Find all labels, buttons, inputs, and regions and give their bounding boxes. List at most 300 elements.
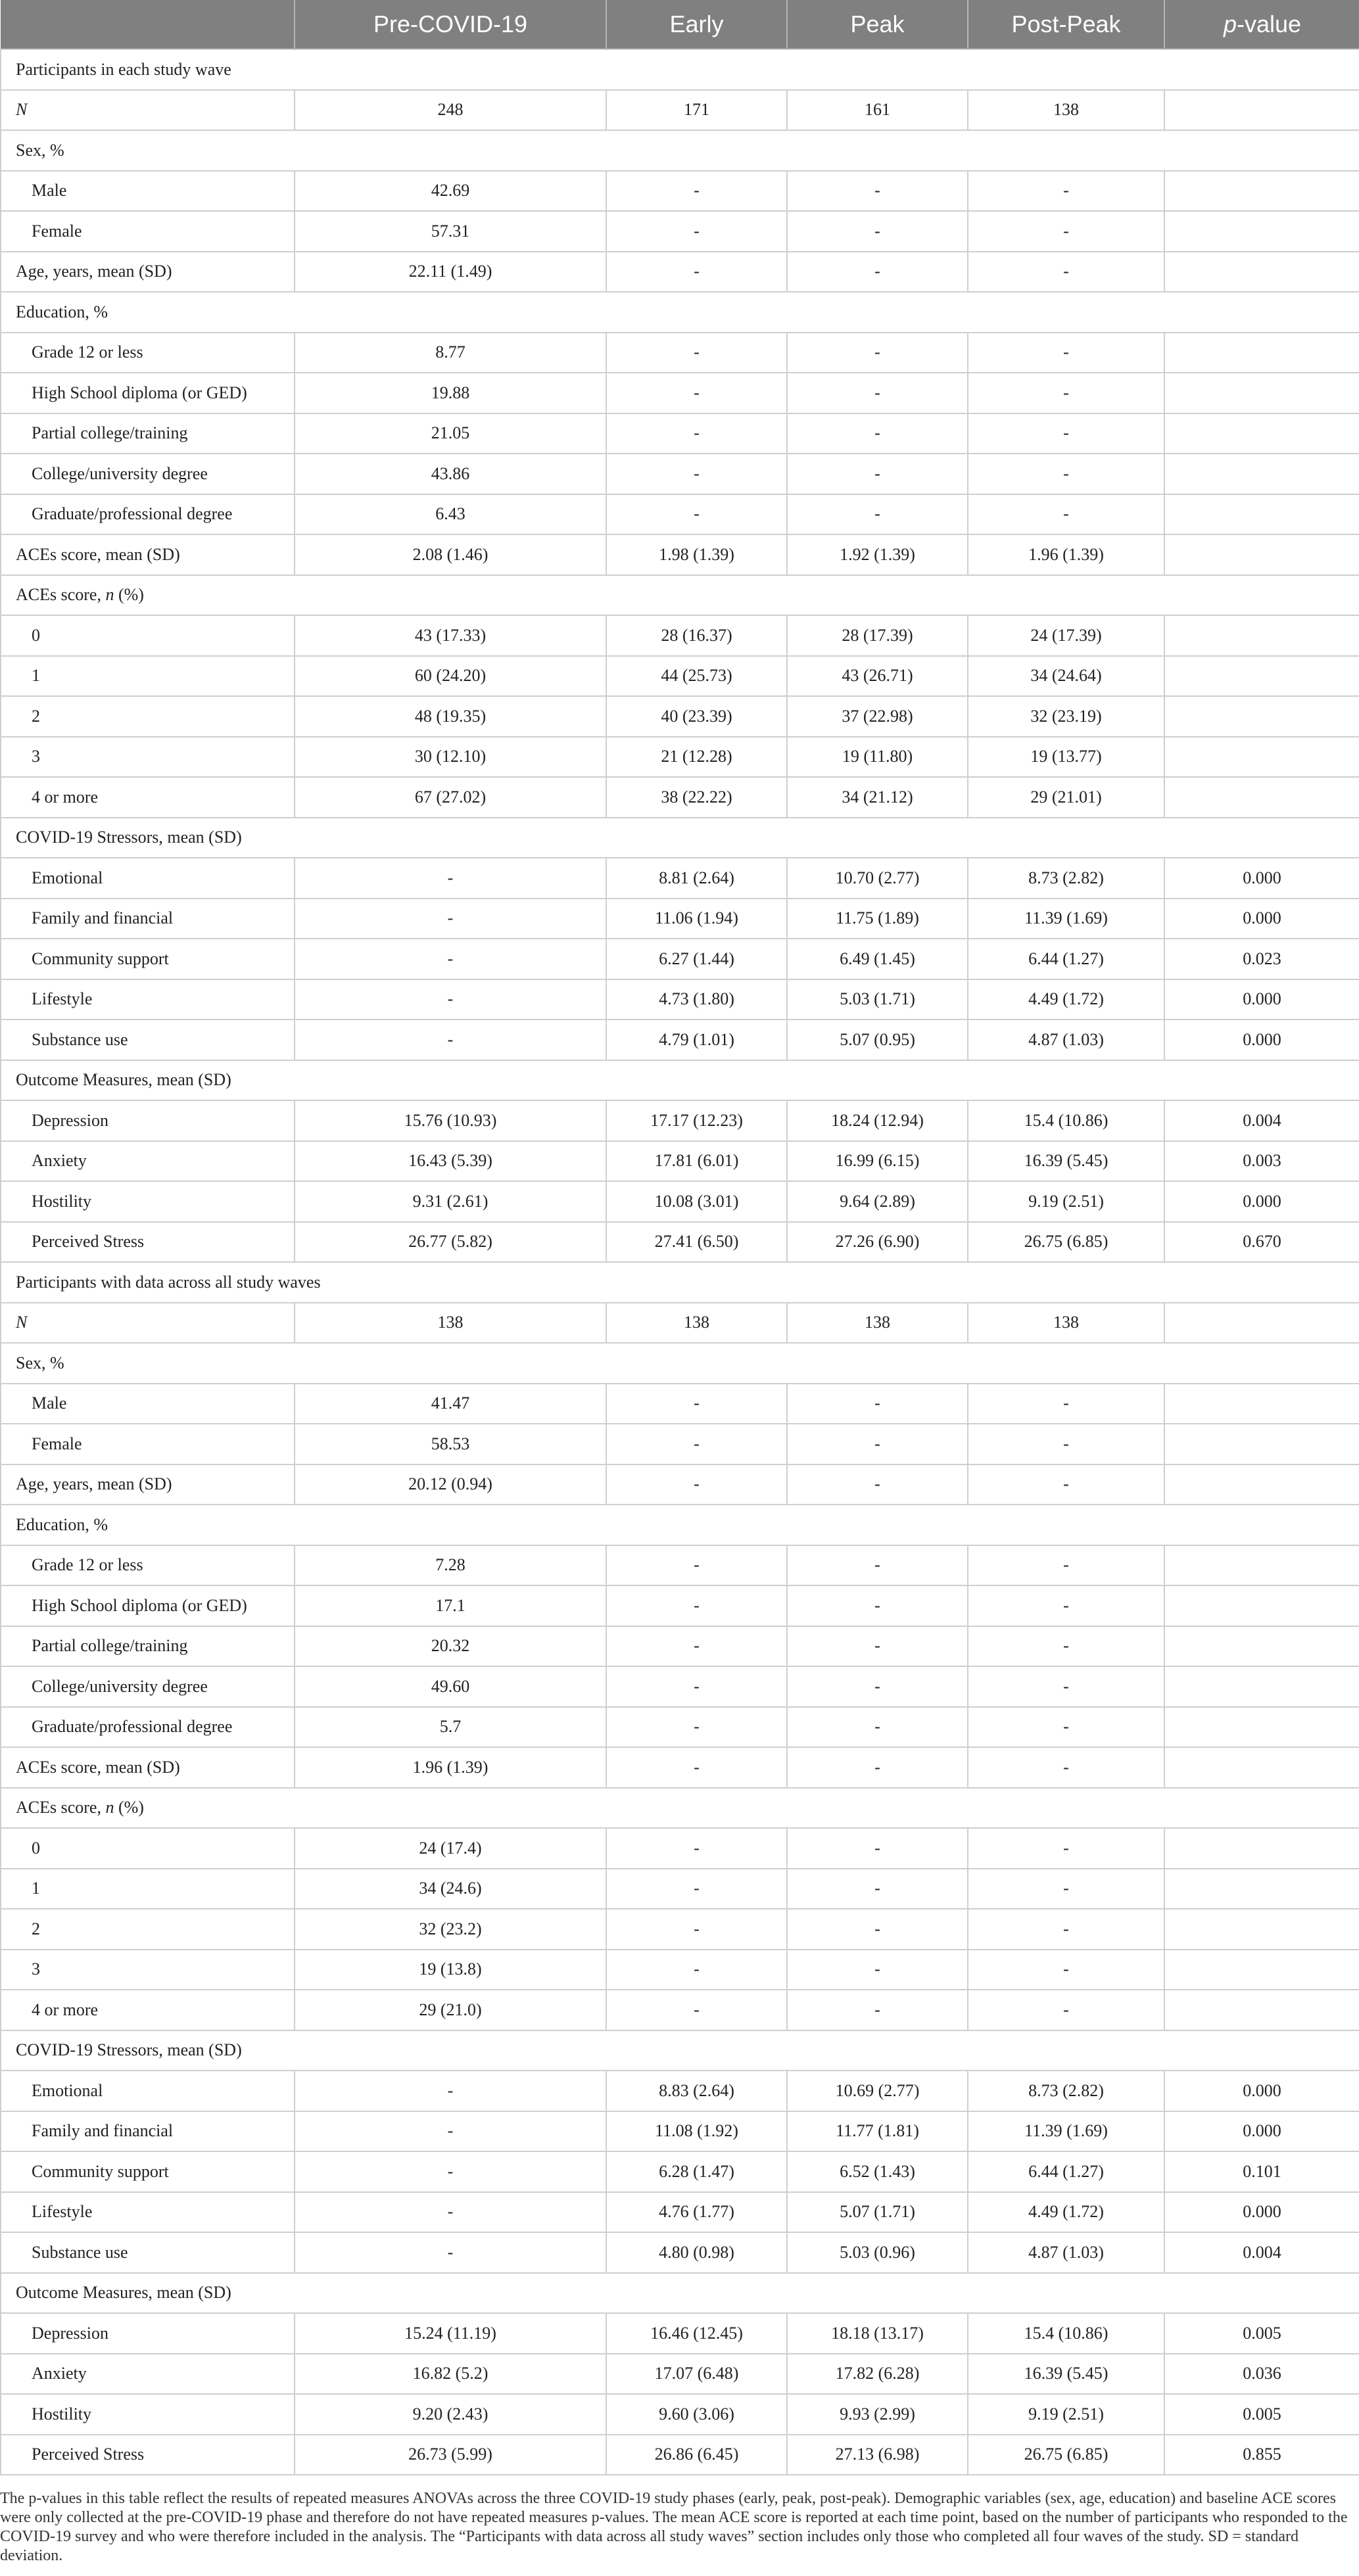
table-row [1,171,1359,212]
cell-early: 38 (22.22) [606,777,787,818]
section-row [1,1060,1359,1101]
cell-early: - [606,1545,787,1586]
row-label: Male [1,1384,295,1424]
cell-pre-covid: 26.77 (5.82) [295,1222,606,1263]
cell-p-value: 0.101 [1164,2151,1359,2192]
cell-post-peak: - [968,1869,1164,1909]
cell-pre-covid: 248 [295,90,606,131]
cell-peak: 6.49 (1.45) [787,939,968,979]
table-row [1,252,1359,293]
cell-p-value [1164,1707,1359,1748]
table-row [1,1666,1359,1707]
cell-p-value [1164,494,1359,535]
cell-early: 17.07 (6.48) [606,2354,787,2395]
cell-post-peak: 8.73 (2.82) [968,2071,1164,2111]
table-row [1,1019,1359,1060]
cell-post-peak: - [968,1626,1164,1667]
cell-early: 21 (12.28) [606,737,787,778]
cell-p-value: 0.005 [1164,2313,1359,2354]
cell-peak: - [787,1869,968,1909]
cell-early: 28 (16.37) [606,615,787,656]
cell-peak: 16.99 (6.15) [787,1141,968,1182]
table-row [1,777,1359,818]
section-label-text: Participants in each study wave [16,59,231,79]
cell-post-peak: - [968,211,1164,252]
row-label: Partial college/training [1,1626,295,1667]
cell-peak: - [787,252,968,293]
table-row [1,1950,1359,1990]
cell-pre-covid: 58.53 [295,1424,606,1464]
cell-peak: - [787,171,968,212]
cell-post-peak: 16.39 (5.45) [968,1141,1164,1182]
footnote-text: The p-values in this table reflect the results of repeated measures ANOVAs across the three COVID-19 study phases (early, peak, post-peak). Demographic variables (sex, age, education) and baseline ACE scores were only collected at the pre-COVID-19 phase and therefore do not have repeated measures p-values. The mean ACE score is reported at each time point, based on the number of participants who responded to the COVID-19 survey and who were therefore included in the analysis. The “Participants with data across all study waves” section includes only those who completed all four waves of the study. SD = standard deviation. [0,2490,1348,2564]
cell-pre-covid: 17.1 [295,1585,606,1626]
row-label: 2 [1,696,295,737]
cell-pre-covid: 42.69 [295,171,606,212]
cell-p-value [1164,1828,1359,1869]
section-row [1,2030,1359,2071]
row-label: ACEs score, mean (SD) [1,1747,295,1788]
section-row [1,1262,1359,1303]
row-label: High School diploma (or GED) [1,373,295,413]
section-row [1,1788,1359,1829]
cell-peak: 10.69 (2.77) [787,2071,968,2111]
cell-post-peak: 9.19 (2.51) [968,2394,1164,2435]
cell-early: - [606,211,787,252]
cell-post-peak: 15.4 (10.86) [968,1100,1164,1141]
row-label: Perceived Stress [1,2435,295,2475]
cell-peak: - [787,211,968,252]
cell-early: 11.08 (1.92) [606,2111,787,2152]
row-label: Hostility [1,2394,295,2435]
cell-pre-covid: 20.12 (0.94) [295,1464,606,1505]
table-header [1,0,1359,49]
table-row [1,1545,1359,1586]
cell-early: 1.98 (1.39) [606,534,787,575]
header-peak: Peak [787,0,968,49]
cell-pre-covid: 30 (12.10) [295,737,606,778]
cell-peak: - [787,1424,968,1464]
cell-peak: - [787,1828,968,1869]
cell-peak: 10.70 (2.77) [787,858,968,899]
cell-p-value [1164,1990,1359,2030]
cell-p-value [1164,1303,1359,1344]
cell-peak: 27.13 (6.98) [787,2435,968,2475]
section-label-italic: n [105,585,114,605]
cell-p-value [1164,1950,1359,1990]
cell-peak: - [787,1950,968,1990]
section-row [1,575,1359,616]
cell-peak: 1.92 (1.39) [787,534,968,575]
cell-pre-covid: 16.82 (5.2) [295,2354,606,2395]
section-label-tail: (%) [114,1798,144,1817]
cell-early: 4.80 (0.98) [606,2232,787,2273]
cell-early: - [606,454,787,494]
cell-post-peak: 29 (21.01) [968,777,1164,818]
row-label: Age, years, mean (SD) [1,1464,295,1505]
row-label: Anxiety [1,1141,295,1182]
cell-pre-covid: 9.31 (2.61) [295,1181,606,1222]
section-label-text: Education, % [16,1514,108,1534]
section-label-text: Education, % [16,302,108,321]
cell-post-peak: - [968,1990,1164,2030]
cell-post-peak: - [968,252,1164,293]
section-label-text: Participants with data across all study waves [16,1272,321,1292]
header-post-peak: Post-Peak [968,0,1164,49]
cell-post-peak: - [968,494,1164,535]
cell-early: - [606,413,787,454]
row-label: College/university degree [1,1666,295,1707]
cell-pre-covid: 32 (23.2) [295,1909,606,1950]
cell-pre-covid: 15.76 (10.93) [295,1100,606,1141]
cell-pre-covid: 43 (17.33) [295,615,606,656]
table-row [1,696,1359,737]
cell-pre-covid: 8.77 [295,333,606,373]
cell-peak: 9.64 (2.89) [787,1181,968,1222]
table-row [1,656,1359,697]
cell-pre-covid: 9.20 (2.43) [295,2394,606,2435]
cell-pre-covid: - [295,2071,606,2111]
cell-post-peak: - [968,1666,1164,1707]
cell-post-peak: 138 [968,1303,1164,1344]
section-label [1,130,1359,171]
row-label: Substance use [1,1019,295,1060]
cell-peak: 11.75 (1.89) [787,899,968,939]
cell-post-peak: 26.75 (6.85) [968,1222,1164,1263]
cell-peak: - [787,413,968,454]
cell-peak: - [787,1909,968,1950]
cell-peak: 5.03 (1.71) [787,979,968,1020]
row-label: Family and financial [1,2111,295,2152]
table-row [1,1909,1359,1950]
cell-early: 138 [606,1303,787,1344]
table-row [1,2192,1359,2233]
row-label: Family and financial [1,899,295,939]
cell-p-value: 0.003 [1164,1141,1359,1182]
cell-post-peak: - [968,1384,1164,1424]
cell-peak: 34 (21.12) [787,777,968,818]
table-row [1,2394,1359,2435]
row-label: Community support [1,939,295,979]
cell-peak: 11.77 (1.81) [787,2111,968,2152]
section-label [1,1262,1359,1303]
section-label-text: Outcome Measures, mean (SD) [16,2283,231,2303]
row-label: Age, years, mean (SD) [1,252,295,293]
table-row [1,333,1359,373]
cell-peak: 19 (11.80) [787,737,968,778]
cell-post-peak: - [968,333,1164,373]
cell-post-peak: 1.96 (1.39) [968,534,1164,575]
row-label: ACEs score, mean (SD) [1,534,295,575]
cell-early: - [606,1424,787,1464]
cell-peak: 43 (26.71) [787,656,968,697]
cell-pre-covid: - [295,979,606,1020]
cell-p-value: 0.036 [1164,2354,1359,2395]
cell-p-value [1164,777,1359,818]
row-label: 1 [1,656,295,697]
cell-early: 4.79 (1.01) [606,1019,787,1060]
table-row [1,454,1359,494]
cell-pre-covid: 29 (21.0) [295,1990,606,2030]
table-row [1,1222,1359,1263]
cell-early: - [606,171,787,212]
table-row [1,2313,1359,2354]
cell-p-value [1164,656,1359,697]
cell-early: - [606,1666,787,1707]
table-row [1,1869,1359,1909]
cell-peak: - [787,1626,968,1667]
cell-pre-covid: - [295,2192,606,2233]
cell-pre-covid: 7.28 [295,1545,606,1586]
cell-pre-covid: 34 (24.6) [295,1869,606,1909]
row-label: Grade 12 or less [1,1545,295,1586]
cell-peak: 5.07 (1.71) [787,2192,968,2233]
cell-pre-covid: 5.7 [295,1707,606,1748]
cell-peak: 37 (22.98) [787,696,968,737]
cell-early: - [606,1909,787,1950]
cell-p-value [1164,1909,1359,1950]
table-row [1,1828,1359,1869]
cell-pre-covid: 22.11 (1.49) [295,252,606,293]
section-label-text: Outcome Measures, mean (SD) [16,1070,231,1090]
cell-p-value [1164,90,1359,131]
cell-p-value: 0.000 [1164,1019,1359,1060]
cell-peak: - [787,333,968,373]
table-row [1,1303,1359,1344]
cell-p-value [1164,333,1359,373]
cell-post-peak: - [968,171,1164,212]
cell-early: - [606,252,787,293]
row-label: 4 or more [1,777,295,818]
row-label: Emotional [1,2071,295,2111]
table-footnote [0,2489,1354,2565]
table-row [1,1424,1359,1464]
section-label-text: Sex, % [16,140,64,160]
table-row [1,1464,1359,1505]
cell-post-peak: 19 (13.77) [968,737,1164,778]
section-label [1,1788,1359,1829]
cell-early: - [606,1747,787,1788]
cell-post-peak: 6.44 (1.27) [968,939,1164,979]
row-label: Depression [1,2313,295,2354]
cell-post-peak: 138 [968,90,1164,131]
header-row [1,0,1359,49]
row-label: 0 [1,1828,295,1869]
cell-post-peak: 16.39 (5.45) [968,2354,1164,2395]
cell-early: 27.41 (6.50) [606,1222,787,1263]
table-row [1,1626,1359,1667]
cell-early: - [606,1828,787,1869]
cell-peak: - [787,1990,968,2030]
cell-p-value: 0.004 [1164,1100,1359,1141]
cell-post-peak: - [968,454,1164,494]
cell-early: 11.06 (1.94) [606,899,787,939]
cell-p-value [1164,1747,1359,1788]
cell-p-value: 0.000 [1164,858,1359,899]
table-row [1,1100,1359,1141]
cell-pre-covid: - [295,2232,606,2273]
section-label [1,818,1359,858]
section-row [1,292,1359,333]
table-row [1,2151,1359,2192]
cell-post-peak: - [968,1747,1164,1788]
cell-p-value [1164,1384,1359,1424]
cell-peak: - [787,494,968,535]
cell-early: 6.28 (1.47) [606,2151,787,2192]
table-row [1,1747,1359,1788]
cell-peak: 27.26 (6.90) [787,1222,968,1263]
row-label: Lifestyle [1,2192,295,2233]
cell-pre-covid: 43.86 [295,454,606,494]
table-row [1,211,1359,252]
cell-peak: - [787,1585,968,1626]
cell-p-value [1164,252,1359,293]
cell-pre-covid: 16.43 (5.39) [295,1141,606,1182]
cell-pre-covid: - [295,858,606,899]
cell-pre-covid: 48 (19.35) [295,696,606,737]
row-label: Graduate/professional degree [1,494,295,535]
cell-pre-covid: - [295,939,606,979]
table-row [1,2354,1359,2395]
row-label: 1 [1,1869,295,1909]
table-row [1,899,1359,939]
cell-p-value: 0.000 [1164,2071,1359,2111]
cell-pre-covid: 6.43 [295,494,606,535]
cell-peak: 6.52 (1.43) [787,2151,968,2192]
cell-post-peak: 4.49 (1.72) [968,979,1164,1020]
header-p-letter: p [1223,11,1237,37]
cell-peak: - [787,373,968,413]
cell-pre-covid: 20.32 [295,1626,606,1667]
cell-post-peak: - [968,1707,1164,1748]
cell-peak: 28 (17.39) [787,615,968,656]
row-label: N [1,90,295,131]
cell-post-peak: 26.75 (6.85) [968,2435,1164,2475]
cell-p-value: 0.000 [1164,979,1359,1020]
cell-p-value [1164,1585,1359,1626]
section-label [1,1060,1359,1101]
cell-pre-covid: - [295,1019,606,1060]
cell-early: 171 [606,90,787,131]
cell-early: 44 (25.73) [606,656,787,697]
cell-early: 4.73 (1.80) [606,979,787,1020]
cell-early: - [606,1950,787,1990]
cell-early: 26.86 (6.45) [606,2435,787,2475]
row-label: 3 [1,1950,295,1990]
cell-post-peak: 6.44 (1.27) [968,2151,1164,2192]
cell-p-value [1164,454,1359,494]
row-label: 2 [1,1909,295,1950]
cell-p-value [1164,1464,1359,1505]
cell-peak: - [787,1666,968,1707]
table-row [1,1384,1359,1424]
table-row [1,1707,1359,1748]
row-label: College/university degree [1,454,295,494]
section-row [1,2273,1359,2314]
row-label: Graduate/professional degree [1,1707,295,1748]
cell-p-value: 0.023 [1164,939,1359,979]
cell-post-peak: - [968,1950,1164,1990]
table-row [1,1181,1359,1222]
cell-peak: - [787,1707,968,1748]
cell-early: - [606,1869,787,1909]
table-body [1,49,1359,2475]
table-row [1,494,1359,535]
cell-pre-covid: 19.88 [295,373,606,413]
cell-early: 9.60 (3.06) [606,2394,787,2435]
cell-peak: - [787,1747,968,1788]
cell-p-value [1164,1869,1359,1909]
cell-post-peak: 4.87 (1.03) [968,2232,1164,2273]
cell-peak: - [787,1384,968,1424]
header-blank-cell [1,0,295,49]
cell-pre-covid: 49.60 [295,1666,606,1707]
table-row [1,2232,1359,2273]
table-row [1,2435,1359,2475]
section-label-tail: (%) [114,585,144,605]
row-label: 0 [1,615,295,656]
cell-post-peak: 4.49 (1.72) [968,2192,1164,2233]
cell-post-peak: - [968,1828,1164,1869]
cell-early: - [606,1990,787,2030]
cell-post-peak: 34 (24.64) [968,656,1164,697]
cell-p-value: 0.005 [1164,2394,1359,2435]
cell-post-peak: 8.73 (2.82) [968,858,1164,899]
header-p-value [1164,0,1359,49]
cell-pre-covid: 21.05 [295,413,606,454]
cell-early: - [606,494,787,535]
section-label [1,2273,1359,2314]
header-early: Early [606,0,787,49]
row-label: Grade 12 or less [1,333,295,373]
section-row [1,1343,1359,1384]
cell-pre-covid: 26.73 (5.99) [295,2435,606,2475]
section-row [1,818,1359,858]
cell-early: 6.27 (1.44) [606,939,787,979]
table-row [1,737,1359,778]
header-pre-covid: Pre-COVID-19 [295,0,606,49]
cell-pre-covid: 57.31 [295,211,606,252]
cell-early: - [606,1464,787,1505]
row-label: Hostility [1,1181,295,1222]
cell-peak: 5.03 (0.96) [787,2232,968,2273]
cell-post-peak: 9.19 (2.51) [968,1181,1164,1222]
table-row [1,413,1359,454]
cell-post-peak: 11.39 (1.69) [968,899,1164,939]
cell-p-value: 0.000 [1164,899,1359,939]
cell-pre-covid: 67 (27.02) [295,777,606,818]
table-row [1,858,1359,899]
cell-peak: - [787,1545,968,1586]
row-label: Emotional [1,858,295,899]
cell-p-value [1164,171,1359,212]
cell-p-value [1164,737,1359,778]
cell-peak: 18.24 (12.94) [787,1100,968,1141]
cell-early: - [606,1707,787,1748]
cell-pre-covid: - [295,2111,606,2152]
row-label: 3 [1,737,295,778]
row-label: Depression [1,1100,295,1141]
cell-post-peak: - [968,373,1164,413]
section-label [1,575,1359,616]
row-label: Partial college/training [1,413,295,454]
row-label: Anxiety [1,2354,295,2395]
section-label-text: ACEs score, [16,585,106,605]
section-label [1,292,1359,333]
row-label: N [1,1303,295,1344]
cell-p-value: 0.000 [1164,1181,1359,1222]
row-label: Community support [1,2151,295,2192]
